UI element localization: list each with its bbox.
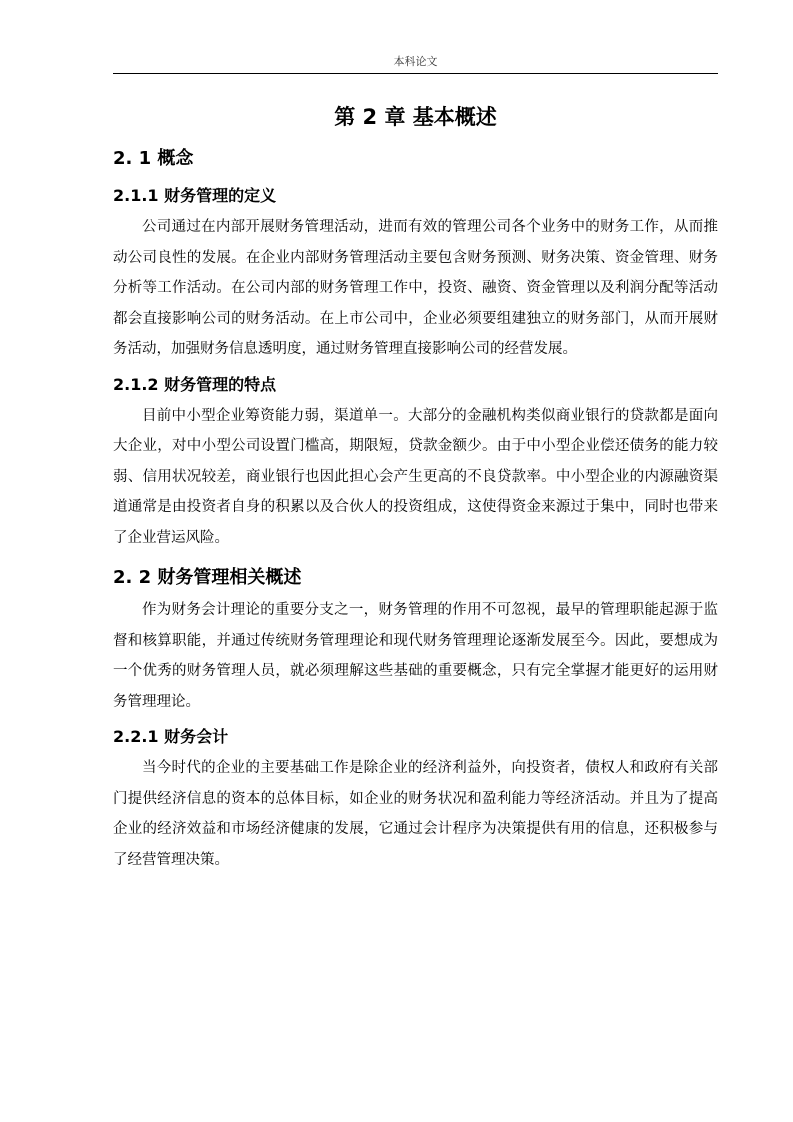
running-header: 本科论文 bbox=[393, 55, 438, 68]
subsection-heading-2-1-1: 2.1.1 财务管理的定义 bbox=[113, 186, 277, 205]
paragraph-2-1-2: 目前中小型企业筹资能力弱，渠道单一。大部分的金融机构类似商业银行的贷款都是面向大企业，对中小型公司设置门槛高，期限短，贷款金额少。由于中小型企业偿还债务的能力较弱、信用状况较差，商业银行也因此担心会产生更高的不良贷款率。中小型企业的内源融资渠道通常是由投资者自身的积累以及合伙人的投资组成，这使得资金来源过于集中，同时也带来了企业营运风险。 bbox=[113, 407, 718, 546]
paragraph-2-2-1: 当今时代的企业的主要基础工作是除企业的经济利益外，向投资者，债权人和政府有关部门提供经济信息的资本的总体目标，如企业的财务状况和盈利能力等经济活动。并且为了提高企业的经济效益和市场经济健康的发展，它通过会计程序为决策提供有用的信息，还积极参与了经营管理决策。 bbox=[113, 760, 718, 868]
subsection-heading-2-2-1: 2.2.1 财务会计 bbox=[113, 727, 229, 746]
header-rule bbox=[113, 73, 718, 74]
section-heading-2-1: 2. 1 概念 bbox=[113, 148, 194, 169]
paragraph-2-1-1: 公司通过在内部开展财务管理活动，进而有效的管理公司各个业务中的财务工作，从而推动公司良性的发展。在企业内部财务管理活动主要包含财务预测、财务决策、资金管理、财务分析等工作活动。在公司内部的财务管理工作中，投资、融资、资金管理以及利润分配等活动都会直接影响公司的财务活动。在上市公司中，企业必须要组建独立的财务部门，从而开展财务活动，加强财务信息透明度，通过财务管理直接影响公司的经营发展。 bbox=[113, 219, 718, 357]
section-heading-2-2: 2. 2 财务管理相关概述 bbox=[113, 567, 302, 588]
subsection-heading-2-1-2: 2.1.2 财务管理的特点 bbox=[113, 374, 277, 394]
page-body bbox=[113, 100, 718, 875]
paragraph-2-2: 作为财务会计理论的重要分支之一，财务管理的作用不可忽视，最早的管理职能起源于监督和核算职能，并通过传统财务管理理论和现代财务管理理论逐渐发展至今。因此，要想成为一个优秀的财务管理人员，就必须理解这些基础的重要概念，只有完全掌握才能更好的运用财务管理理论。 bbox=[113, 602, 718, 710]
chapter-title: 第 2 章 基本概述 bbox=[334, 105, 497, 129]
